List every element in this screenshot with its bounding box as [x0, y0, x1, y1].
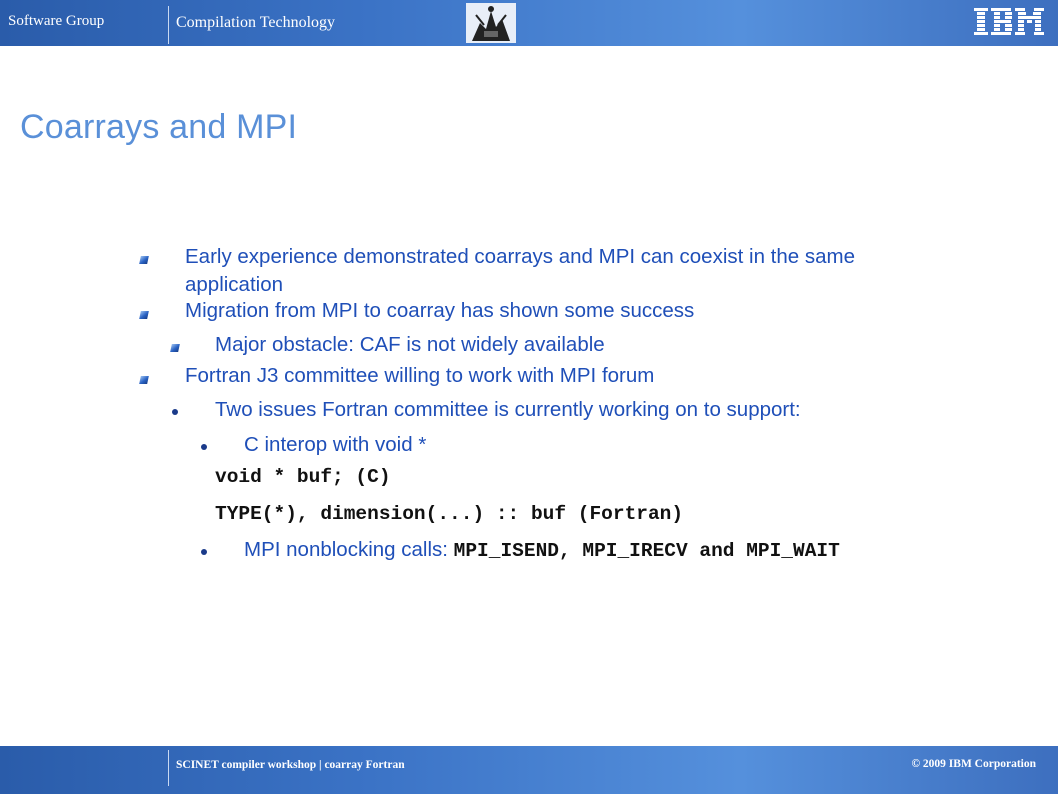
footer-band [0, 746, 1058, 794]
bullet-dot-icon [201, 444, 207, 450]
bullet-c-interop: C interop with void * [244, 433, 427, 456]
bullet-j3-committee: Fortran J3 committee willing to work with MPI forum [185, 364, 655, 387]
footer-workshop-label: SCINET compiler workshop | coarray Fortran [176, 759, 405, 771]
bullet-dot-icon [201, 549, 207, 555]
bullet-major-obstacle: Major obstacle: CAF is not widely available [215, 333, 605, 356]
bullet-square-icon [139, 376, 149, 384]
footer-copyright: © 2009 IBM Corporation [911, 758, 1036, 770]
bullet-mpi-nonblocking [244, 538, 840, 562]
code-line-fortran: TYPE(*), dimension(...) :: buf (Fortran) [215, 503, 684, 525]
emblem-icon [466, 3, 516, 43]
bullet-dot-icon [172, 409, 178, 415]
compilation-technology-label: Compilation Technology [176, 14, 336, 31]
header-band [0, 0, 1058, 46]
footer-divider [168, 750, 169, 786]
bullet-square-icon [139, 256, 149, 264]
software-group-label: Software Group [8, 13, 105, 29]
ibm-logo-icon [972, 6, 1048, 38]
bullet-migration: Migration from MPI to coarray has shown some success [185, 299, 695, 322]
slide-title: Coarrays and MPI [20, 108, 298, 146]
mpi-nonblocking-label: MPI nonblocking calls: [244, 538, 454, 561]
header-divider [168, 6, 169, 44]
bullet-two-issues: Two issues Fortran committee is currently working on to support: [215, 398, 801, 421]
bullet-square-icon [139, 311, 149, 319]
mpi-calls-code: MPI_ISEND, MPI_IRECV and MPI_WAIT [453, 540, 840, 562]
bullet-square-icon [170, 344, 180, 352]
code-line-c: void * buf; (C) [215, 466, 391, 488]
bullet-coexist: Early experience demonstrated coarrays and MPI can coexist in the same [185, 245, 855, 268]
bullet-coexist-continued: application [185, 273, 284, 296]
